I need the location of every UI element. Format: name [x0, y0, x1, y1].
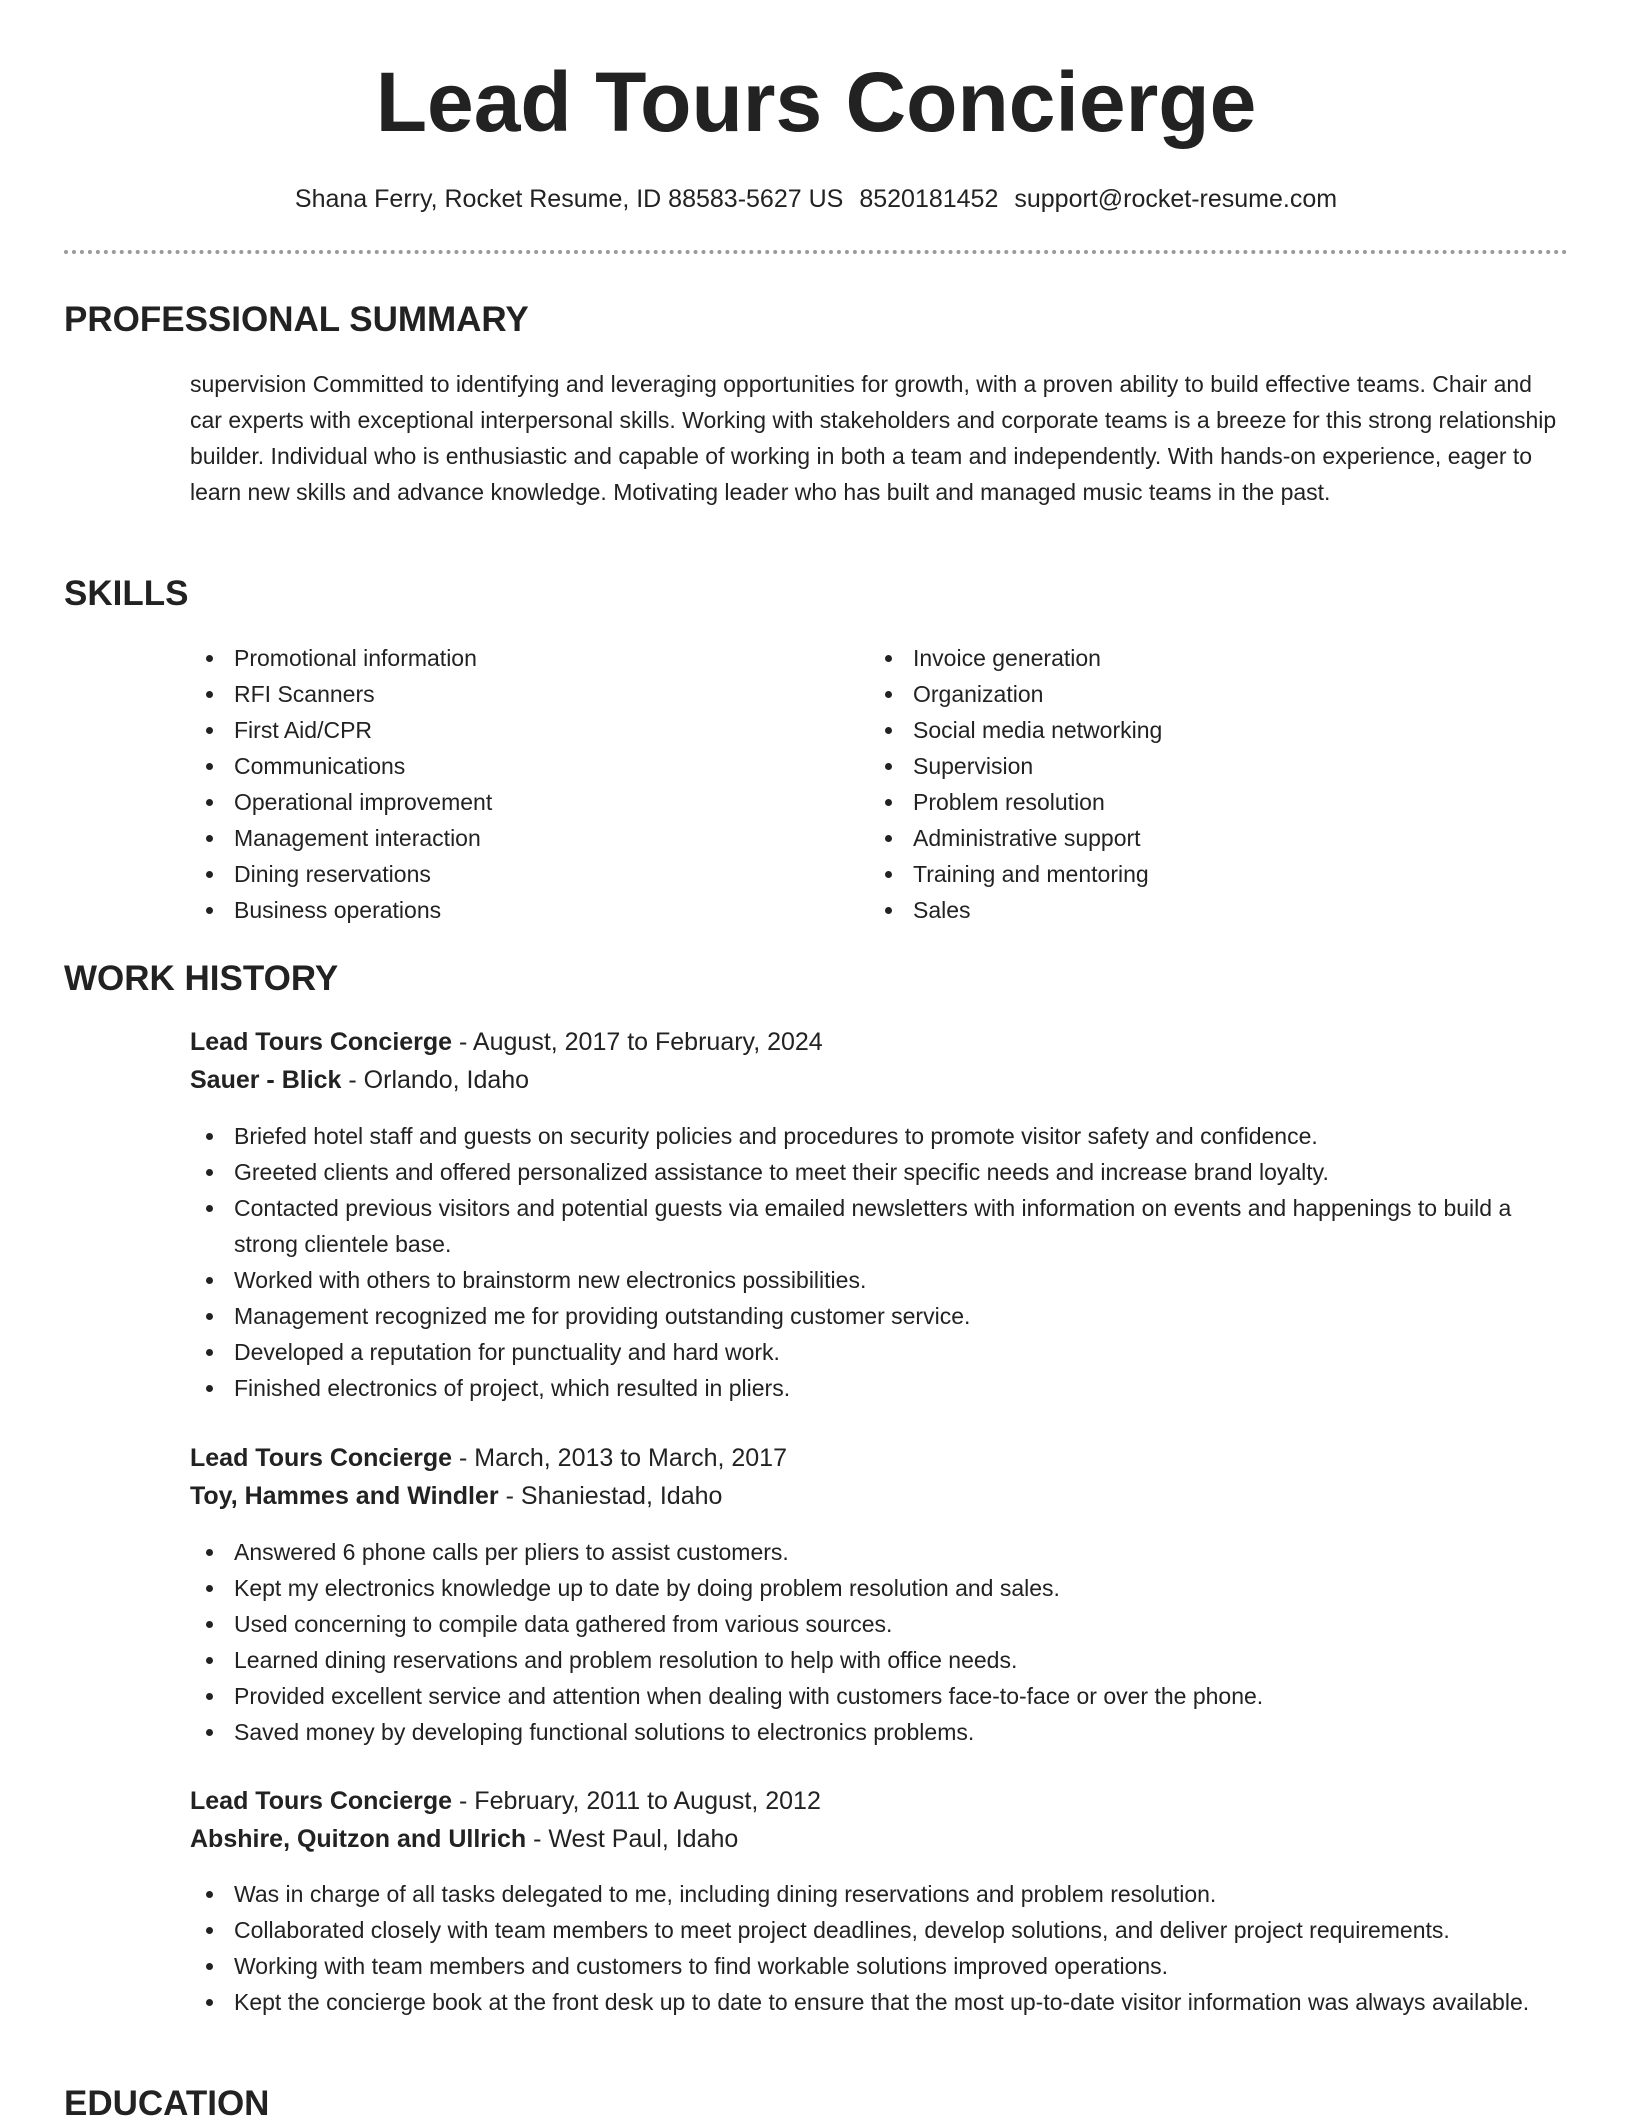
job-bullet: Used concerning to compile data gathered from various sources.: [190, 1606, 1580, 1642]
job-bullet: Answered 6 phone calls per pliers to assist customers.: [190, 1534, 1580, 1570]
skill-item: Invoice generation: [869, 640, 1509, 676]
skill-item: Dining reservations: [190, 856, 830, 892]
skill-item: RFI Scanners: [190, 676, 830, 712]
skill-item: Business operations: [190, 892, 830, 928]
skill-item: Problem resolution: [869, 784, 1509, 820]
job-dates: - March, 2013 to March, 2017: [452, 1444, 787, 1472]
job-company: Toy, Hammes and Windler: [190, 1482, 499, 1510]
job-bullet: Collaborated closely with team members to meet project deadlines, develop solutions, and deliver project requirements.: [190, 1912, 1580, 1948]
contact-email: support@rocket-resume.com: [1014, 185, 1338, 213]
skill-item: Management interaction: [190, 820, 830, 856]
job-bullets: [190, 1118, 1580, 1406]
job-title: Lead Tours Concierge: [190, 1444, 453, 1472]
job-title-line: [190, 1439, 787, 1477]
work-history-heading: WORK HISTORY: [64, 959, 339, 998]
job-bullet: Greeted clients and offered personalized assistance to meet their specific needs and increase brand loyalty.: [190, 1154, 1580, 1190]
contact-phone: 8520181452: [859, 185, 999, 213]
job-company: Abshire, Quitzon and Ullrich: [190, 1825, 527, 1853]
job-dates: - August, 2017 to February, 2024: [452, 1028, 823, 1056]
skills-heading: SKILLS: [64, 574, 189, 613]
job-bullet: Saved money by developing functional solutions to electronics problems.: [190, 1714, 1580, 1750]
job-title-line: [190, 1023, 823, 1061]
skill-item: Communications: [190, 748, 830, 784]
job-company: Sauer - Blick: [190, 1066, 342, 1094]
job-title: Lead Tours Concierge: [190, 1028, 453, 1056]
resume-title: Lead Tours Concierge: [375, 55, 1257, 149]
skill-item: Promotional information: [190, 640, 830, 676]
contact-address: Shana Ferry, Rocket Resume, ID 88583-5627 US: [294, 185, 844, 213]
job-bullet: Kept the concierge book at the front desk up to date to ensure that the most up-to-date visitor information was always available.: [190, 1984, 1580, 2020]
job-bullet: Learned dining reservations and problem resolution to help with office needs.: [190, 1642, 1580, 1678]
job-bullet: Worked with others to brainstorm new electronics possibilities.: [190, 1262, 1580, 1298]
skill-item: Operational improvement: [190, 784, 830, 820]
job-bullet: Contacted previous visitors and potential guests via emailed newsletters with information on events and happenings to build a strong clientele base.: [190, 1190, 1580, 1262]
job-bullet: Briefed hotel staff and guests on security policies and procedures to promote visitor safety and confidence.: [190, 1118, 1580, 1154]
job-bullet: Kept my electronics knowledge up to date by doing problem resolution and sales.: [190, 1570, 1580, 1606]
job-bullet: Finished electronics of project, which resulted in pliers.: [190, 1370, 1580, 1406]
job-title-line: [190, 1782, 821, 1820]
job-location: - Shaniestad, Idaho: [498, 1482, 723, 1510]
job-bullets: [190, 1534, 1580, 1750]
job-company-line: [190, 1477, 722, 1515]
skill-item: Training and mentoring: [869, 856, 1509, 892]
skill-item: Administrative support: [869, 820, 1509, 856]
education-heading: EDUCATION: [64, 2084, 270, 2123]
summary-text: supervision Committed to identifying and leveraging opportunities for growth, with a proven ability to build effective teams. Chair and car experts with exceptional interpersonal skills. Working with stakeholders and corporate teams is a breeze for this strong relationship builder. Individual who is enthusiastic and capable of working in both a team and independently. With hands-on experience, eager to learn new skills and advance knowledge. Motivating leader who has built and managed music teams in the past.: [190, 371, 1557, 505]
contact-line: [0, 182, 1632, 216]
job-dates: - February, 2011 to August, 2012: [452, 1787, 821, 1815]
job-title: Lead Tours Concierge: [190, 1787, 453, 1815]
skill-item: Social media networking: [869, 712, 1509, 748]
job-location: - West Paul, Idaho: [526, 1825, 739, 1853]
job-bullet: Was in charge of all tasks delegated to me, including dining reservations and problem resolution.: [190, 1876, 1580, 1912]
summary-heading: PROFESSIONAL SUMMARY: [64, 300, 529, 339]
skill-item: Organization: [869, 676, 1509, 712]
skill-item: First Aid/CPR: [190, 712, 830, 748]
job-bullet: Working with team members and customers to find workable solutions improved operations.: [190, 1948, 1580, 1984]
header-divider: [64, 250, 1568, 254]
skill-item: Supervision: [869, 748, 1509, 784]
job-bullet: Developed a reputation for punctuality and hard work.: [190, 1334, 1580, 1370]
job-company-line: [190, 1061, 529, 1099]
job-bullet: Management recognized me for providing outstanding customer service.: [190, 1298, 1580, 1334]
skill-item: Sales: [869, 892, 1509, 928]
job-bullet: Provided excellent service and attention when dealing with customers face-to-face or over the phone.: [190, 1678, 1580, 1714]
job-bullets: [190, 1876, 1580, 2020]
job-company-line: [190, 1820, 738, 1858]
skills-list-right: [869, 640, 1509, 928]
skills-list-left: [190, 640, 830, 928]
job-location: - Orlando, Idaho: [341, 1066, 530, 1094]
